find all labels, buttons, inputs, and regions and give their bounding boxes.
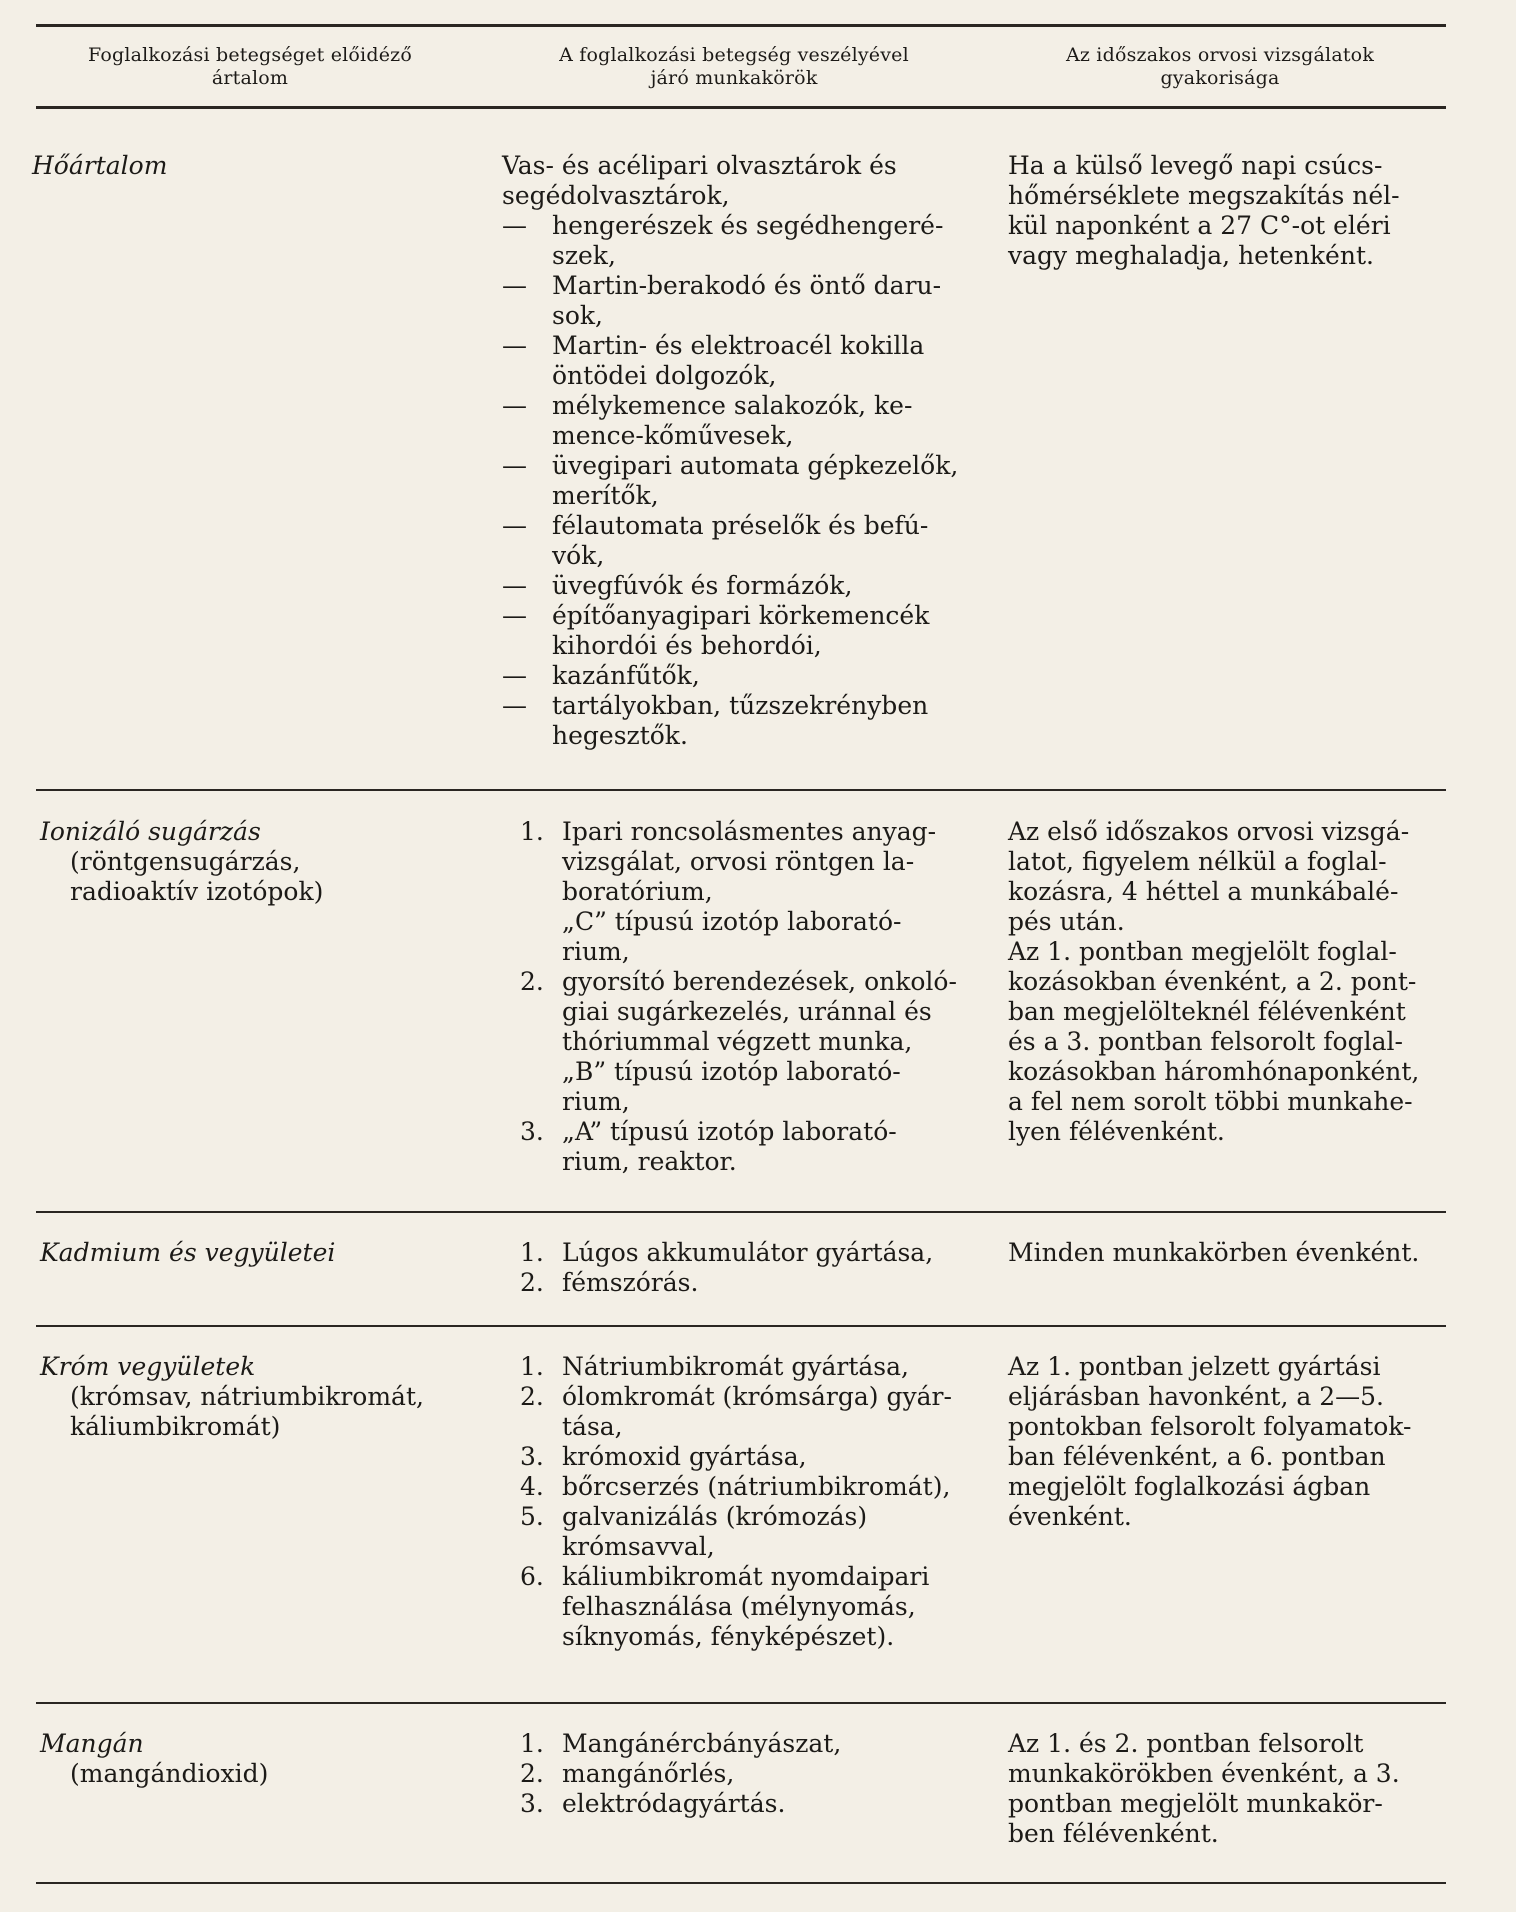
list-item [502, 391, 970, 451]
frequency-line: Az 1. és 2. pontban felsorolt [1008, 1729, 1364, 1758]
list-item-line: gyorsító berendezések, onkoló- [562, 967, 957, 996]
list-item-line: ólomkromát (krómsárga) gyár- [562, 1382, 952, 1411]
list-item [502, 1268, 970, 1298]
list-item-line: hegesztők. [552, 721, 688, 750]
list-item-line: Nátriumbikromát gyártása, [562, 1352, 909, 1381]
list-item-line: rium, [562, 937, 630, 966]
hazard-cell [40, 1238, 440, 1268]
frequency-line: eljárásban havonként, a 2—5. [1008, 1382, 1384, 1411]
frequency-line: ban megjelölteknél félévenként [1008, 997, 1406, 1026]
list-item-text [552, 571, 852, 601]
list-item-line: Lúgos akkumulátor gyártása, [562, 1238, 934, 1267]
header-col2-line: járó munkakörök [650, 67, 818, 89]
frequency-line: latot, figyelem nélkül a foglal- [1008, 847, 1387, 876]
list-item [502, 331, 970, 391]
hazard-sub: (röntgensugárzás, [70, 847, 301, 876]
item-number: 2. [520, 1382, 544, 1411]
list-item-text [552, 211, 943, 271]
frequency-cell [1008, 817, 1444, 1147]
list-item [502, 1472, 970, 1502]
list-item [502, 661, 970, 691]
list-item-line: bőrcserzés (nátriumbikromát), [562, 1472, 951, 1501]
frequency-cell [1008, 1352, 1444, 1532]
frequency-cell [1008, 1729, 1444, 1849]
list-item-text [562, 1352, 970, 1382]
item-number: 1. [520, 817, 544, 846]
list-item-text [562, 1562, 970, 1652]
list-item [502, 1117, 970, 1177]
list-item-line: vizsgálat, orvosi röntgen la- [562, 847, 915, 876]
list-item-text [562, 1759, 970, 1789]
list-item-line: kihordói és behordói, [552, 631, 822, 660]
frequency-line: kozásra, 4 héttel a munkábalé- [1008, 877, 1399, 906]
list-item-text [562, 967, 970, 1117]
list-item [502, 271, 970, 331]
list-item-line: szek, [552, 241, 616, 270]
list-item-text [552, 691, 928, 751]
list-item [502, 967, 970, 1117]
frequency-cell [1008, 1238, 1444, 1268]
list-item-line: krómoxid gyártása, [562, 1442, 807, 1471]
list-item-text [552, 271, 941, 331]
jobs-cell [502, 1729, 970, 1819]
list-item-line: felhasználása (mélynyomás, [562, 1592, 916, 1621]
list-item-text [562, 1502, 970, 1562]
list-item-text [552, 661, 700, 691]
frequency-line: munkakörökben évenként, a 3. [1008, 1759, 1400, 1788]
jobs-cell [502, 1238, 970, 1298]
jobs-cell [502, 817, 970, 1177]
dash-marker: — [502, 271, 527, 300]
hazard-cell [40, 1352, 440, 1442]
dash-marker: — [502, 211, 527, 240]
list-item-line: Ipari roncsolásmentes anyag- [562, 817, 937, 846]
list-item-line: mélykemence salakozók, ke- [552, 391, 913, 420]
frequency-line: kozásokban háromhónaponként, [1008, 1057, 1420, 1086]
list-item-line: fémszórás. [562, 1268, 699, 1297]
row-rule [36, 1325, 1446, 1327]
hazard-name: Mangán [40, 1729, 144, 1758]
item-number: 2. [520, 967, 544, 996]
item-number: 4. [520, 1472, 544, 1501]
item-number: 3. [520, 1117, 544, 1146]
frequency-line: ban félévenként, a 6. pontban [1008, 1442, 1386, 1471]
list-item [502, 1352, 970, 1382]
hazard-name: Kadmium és vegyületei [40, 1238, 336, 1267]
list-item-text [562, 1268, 970, 1298]
list-item-text [562, 1472, 970, 1502]
list-item-line: öntödei dolgozók, [552, 361, 777, 390]
header-col1 [40, 44, 460, 90]
frequency-line: vagy meghaladja, hetenként. [1008, 241, 1374, 270]
item-number: 2. [520, 1268, 544, 1297]
list-item-line: síknyomás, fényképészet). [562, 1622, 895, 1651]
dash-marker: — [502, 601, 527, 630]
dash-marker: — [502, 661, 527, 690]
jobs-cell [502, 1352, 970, 1652]
list-item-text [552, 331, 924, 391]
list-item [502, 601, 970, 661]
list-item [502, 691, 970, 751]
header-col3-line: gyakorisága [1160, 67, 1280, 89]
list-item-line: „A” típusú izotóp laborató- [562, 1117, 897, 1146]
list-item-line: giai sugárkezelés, uránnal és [562, 997, 932, 1026]
list-item-line: krómsavval, [562, 1532, 715, 1561]
list-item-line: üvegfúvók és formázók, [552, 571, 853, 600]
jobs-list [502, 211, 970, 751]
hazard-sub: (krómsav, nátriumbikromát, [70, 1382, 424, 1411]
frequency-line: megjelölt foglalkozási ágban [1008, 1472, 1371, 1501]
dash-marker: — [502, 331, 527, 360]
header-col2-line: A foglalkozási betegség veszélyével [559, 44, 909, 66]
list-item-line: Mangánércbányászat, [562, 1729, 842, 1758]
frequency-line: Az 1. pontban jelzett gyártási [1008, 1352, 1381, 1381]
jobs-lead-line: Vas- és acélipari olvasztárok és [502, 151, 897, 180]
dash-marker: — [502, 511, 527, 540]
frequency-line: pés után. [1008, 907, 1125, 936]
list-item-text [552, 511, 928, 571]
bottom-rule [36, 1882, 1446, 1884]
dash-marker: — [502, 451, 527, 480]
list-item-text [562, 1238, 970, 1268]
jobs-cell [502, 151, 970, 751]
list-item-line: félautomata préselők és befú- [552, 511, 929, 540]
list-item [502, 817, 970, 967]
list-item-line: sok, [552, 301, 603, 330]
item-number: 3. [520, 1442, 544, 1471]
list-item [502, 1759, 970, 1789]
list-item [502, 511, 970, 571]
item-number: 6. [520, 1562, 544, 1591]
list-item-line: „B” típusú izotóp laborató- [562, 1057, 901, 1086]
frequency-line: kozásokban évenként, a 2. pont- [1008, 967, 1417, 996]
list-item-line: Martin-berakodó és öntő daru- [552, 271, 942, 300]
list-item-line: tartályokban, tűzszekrényben [552, 691, 929, 720]
frequency-line: Minden munkakörben évenként. [1008, 1238, 1420, 1267]
list-item-line: építőanyagipari körkemencék [552, 601, 930, 630]
row-rule [36, 1211, 1446, 1213]
header-col2 [508, 44, 960, 90]
frequency-line: pontokban felsorolt folyamatok- [1008, 1412, 1412, 1441]
frequency-line: és a 3. pontban felsorolt foglal- [1008, 1027, 1403, 1056]
list-item-text [552, 391, 912, 451]
list-item [502, 571, 970, 601]
list-item-text [562, 1789, 970, 1819]
item-number: 1. [520, 1238, 544, 1267]
item-number: 2. [520, 1759, 544, 1788]
frequency-line: a fel nem sorolt többi munkahe- [1008, 1087, 1413, 1116]
list-item-line: mence-kőművesek, [552, 421, 794, 450]
frequency-line: Az első időszakos orvosi vizsgá- [1008, 817, 1410, 846]
frequency-line: Az 1. pontban megjelölt foglal- [1008, 937, 1397, 966]
hazard-cell [40, 817, 440, 907]
frequency-line: kül naponként a 27 C°-ot eléri [1008, 211, 1391, 240]
hazard-name: Króm vegyületek [40, 1352, 256, 1381]
hazard-sub: (mangándioxid) [70, 1759, 269, 1788]
header-col1-line: ártalom [211, 67, 289, 89]
header-col3 [1010, 44, 1430, 90]
list-item [502, 1729, 970, 1759]
list-item-line: „C” típusú izotóp laborató- [562, 907, 902, 936]
list-item-line: tása, [562, 1412, 623, 1441]
list-item-line: hengerészek és segédhengeré- [552, 211, 944, 240]
list-item-line: vók, [552, 541, 605, 570]
list-item-line: merítők, [552, 481, 659, 510]
hazard-name: Hőártalom [32, 151, 168, 180]
frequency-line: ben félévenként. [1008, 1819, 1219, 1848]
frequency-line: pontban megjelölt munkakör- [1008, 1789, 1383, 1818]
dash-marker: — [502, 691, 527, 720]
list-item [502, 1442, 970, 1472]
list-item [502, 1238, 970, 1268]
frequency-line: évenként. [1008, 1502, 1132, 1531]
row-rule [36, 1702, 1446, 1704]
list-item-line: Martin- és elektroacél kokilla [552, 331, 925, 360]
header-col3-line: Az időszakos orvosi vizsgálatok [1065, 44, 1375, 66]
dash-marker: — [502, 391, 527, 420]
list-item-text [562, 1382, 970, 1442]
list-item [502, 211, 970, 271]
list-item-line: boratórium, [562, 877, 713, 906]
header-rule [36, 106, 1446, 109]
header-col1-line: Foglalkozási betegséget előidéző [87, 44, 412, 66]
list-item [502, 1382, 970, 1442]
list-item-text [562, 1117, 970, 1177]
list-item-line: mangánőrlés, [562, 1759, 735, 1788]
list-item-line: rium, reaktor. [562, 1147, 737, 1176]
list-item-line: thóriummal végzett munka, [562, 1027, 913, 1056]
list-item-line: rium, [562, 1087, 630, 1116]
list-item-text [552, 451, 958, 511]
item-number: 5. [520, 1502, 544, 1531]
list-item-line: kazánfűtők, [552, 661, 700, 690]
list-item-line: galvanizálás (krómozás) [562, 1502, 868, 1531]
item-number: 1. [520, 1729, 544, 1758]
list-item [502, 451, 970, 511]
list-item-line: elektródagyártás. [562, 1789, 786, 1818]
hazard-cell [40, 1729, 440, 1789]
row-rule [36, 789, 1446, 791]
list-item-line: káliumbikromát nyomdaipari [562, 1562, 930, 1591]
list-item-line: üvegipari automata gépkezelők, [552, 451, 959, 480]
item-number: 1. [520, 1352, 544, 1381]
list-item-text [562, 817, 970, 967]
hazard-name: Ionizáló sugárzás [40, 817, 261, 846]
list-item-text [562, 1729, 970, 1759]
list-item [502, 1502, 970, 1562]
frequency-line: hőmérséklete megszakítás nél- [1008, 181, 1400, 210]
top-rule [36, 24, 1446, 27]
hazard-sub: káliumbikromát) [70, 1412, 281, 1441]
hazard-sub: radioaktív izotópok) [70, 877, 324, 906]
list-item [502, 1562, 970, 1652]
list-item [502, 1789, 970, 1819]
frequency-line: lyen félévenként. [1008, 1117, 1225, 1146]
jobs-lead-line: segédolvasztárok, [502, 181, 730, 210]
item-number: 3. [520, 1789, 544, 1818]
hazard-cell [32, 151, 440, 181]
frequency-cell [1008, 151, 1444, 271]
dash-marker: — [502, 571, 527, 600]
list-item-text [562, 1442, 970, 1472]
frequency-line: Ha a külső levegő napi csúcs- [1008, 151, 1383, 180]
list-item-text [552, 601, 929, 661]
